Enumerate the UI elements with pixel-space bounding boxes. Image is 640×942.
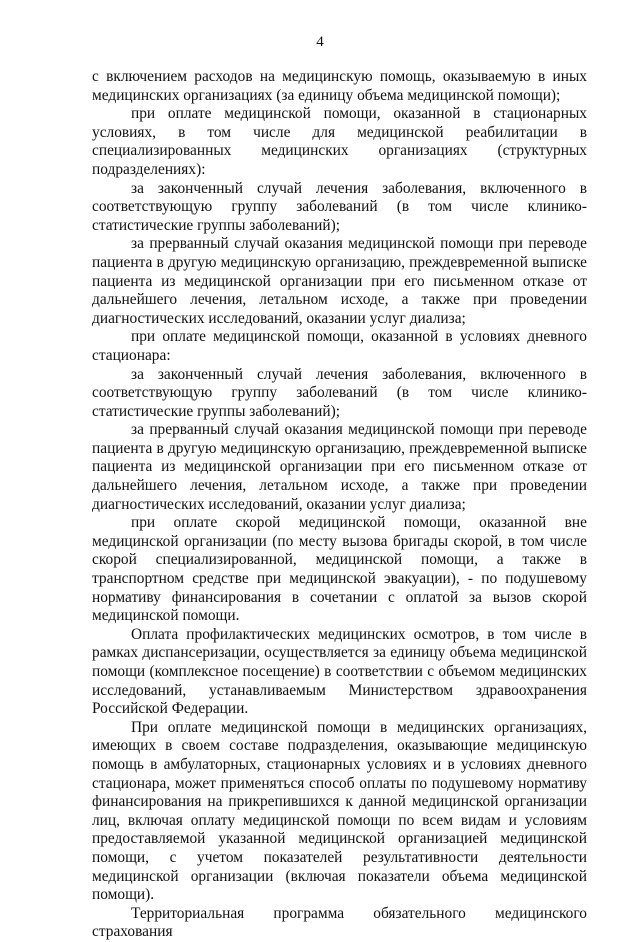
paragraph-3: за законченный случай лечения заболевания, включенного в соответствующую группу заболеваний (в том числе клинико-статистические группы заболеваний); — [92, 179, 587, 234]
paragraph-5: при оплате медицинской помощи, оказанной в условиях дневного стационара: — [92, 328, 587, 364]
paragraph-2: при оплате медицинской помощи, оказанной в стационарных условиях, в том числе для медицинской реабилитации в специализированных медицинских организациях (структурных подразделениях): — [92, 105, 587, 178]
paragraph-4: за прерванный случай оказания медицинской помощи при переводе пациента в другую медицинскую организацию, преждевременной выписке пациента из медицинской организации при его письменном отказе от дальнейшего лечения, летальном исходе, а также при проведении диагностических исследований, оказании услуг диализа; — [92, 235, 587, 327]
paragraph-10: При оплате медицинской помощи в медицинских организациях, имеющих в своем составе подразделения, оказывающие медицинскую помощь в амбулаторных, стационарных условиях и в условиях дневного стационара, может применяться способ оплаты по подушевому нормативу финансирования на прикрепившихся к данной медицинской организации лиц, включая оплату медицинской помощи по всем видам и условиям предоставляемой указанной медицинской организацией медицинской помощи, с учетом показателей результативности деятельности медицинской организации (включая показатели объема медицинской помощи). — [92, 718, 587, 904]
paragraph-8: при оплате скорой медицинской помощи, оказанной вне медицинской организации (по месту вызова бригады скорой, в том числе скорой специализированной, медицинской помощи, а также в транспортном средстве при медицинской эвакуации), - по подушевому нормативу финансирования в сочетании с оплатой за вызов скорой медицинской помощи. — [92, 514, 587, 625]
paragraph-7: за прерванный случай оказания медицинской помощи при переводе пациента в другую медицинскую организацию, преждевременной выписке пациента из медицинской организации при его письменном отказе от дальнейшего лечения, летальном исходе, а также при проведении диагностических исследований, оказании услуг диализа; — [92, 421, 587, 513]
paragraph-6: за законченный случай лечения заболевания, включенного в соответствующую группу заболеваний (в том числе клинико-статистические группы заболеваний); — [92, 365, 587, 420]
document-body — [92, 68, 587, 942]
paragraph-11: Территориальная программа обязательного медицинского страхования — [92, 904, 587, 941]
paragraph-1: с включением расходов на медицинскую помощь, оказываемую в иных медицинских организациях (за единицу объема медицинской помощи); — [92, 68, 587, 104]
page-number: 4 — [316, 34, 324, 50]
paragraph-9: Оплата профилактических медицинских осмотров, в том числе в рамках диспансеризации, осуществляется за единицу объема медицинской помощи (комплексное посещение) в соответствии с объемом медицинских исследований, устанавливаемым Министерством здравоохранения Российской Федерации. — [92, 625, 587, 718]
